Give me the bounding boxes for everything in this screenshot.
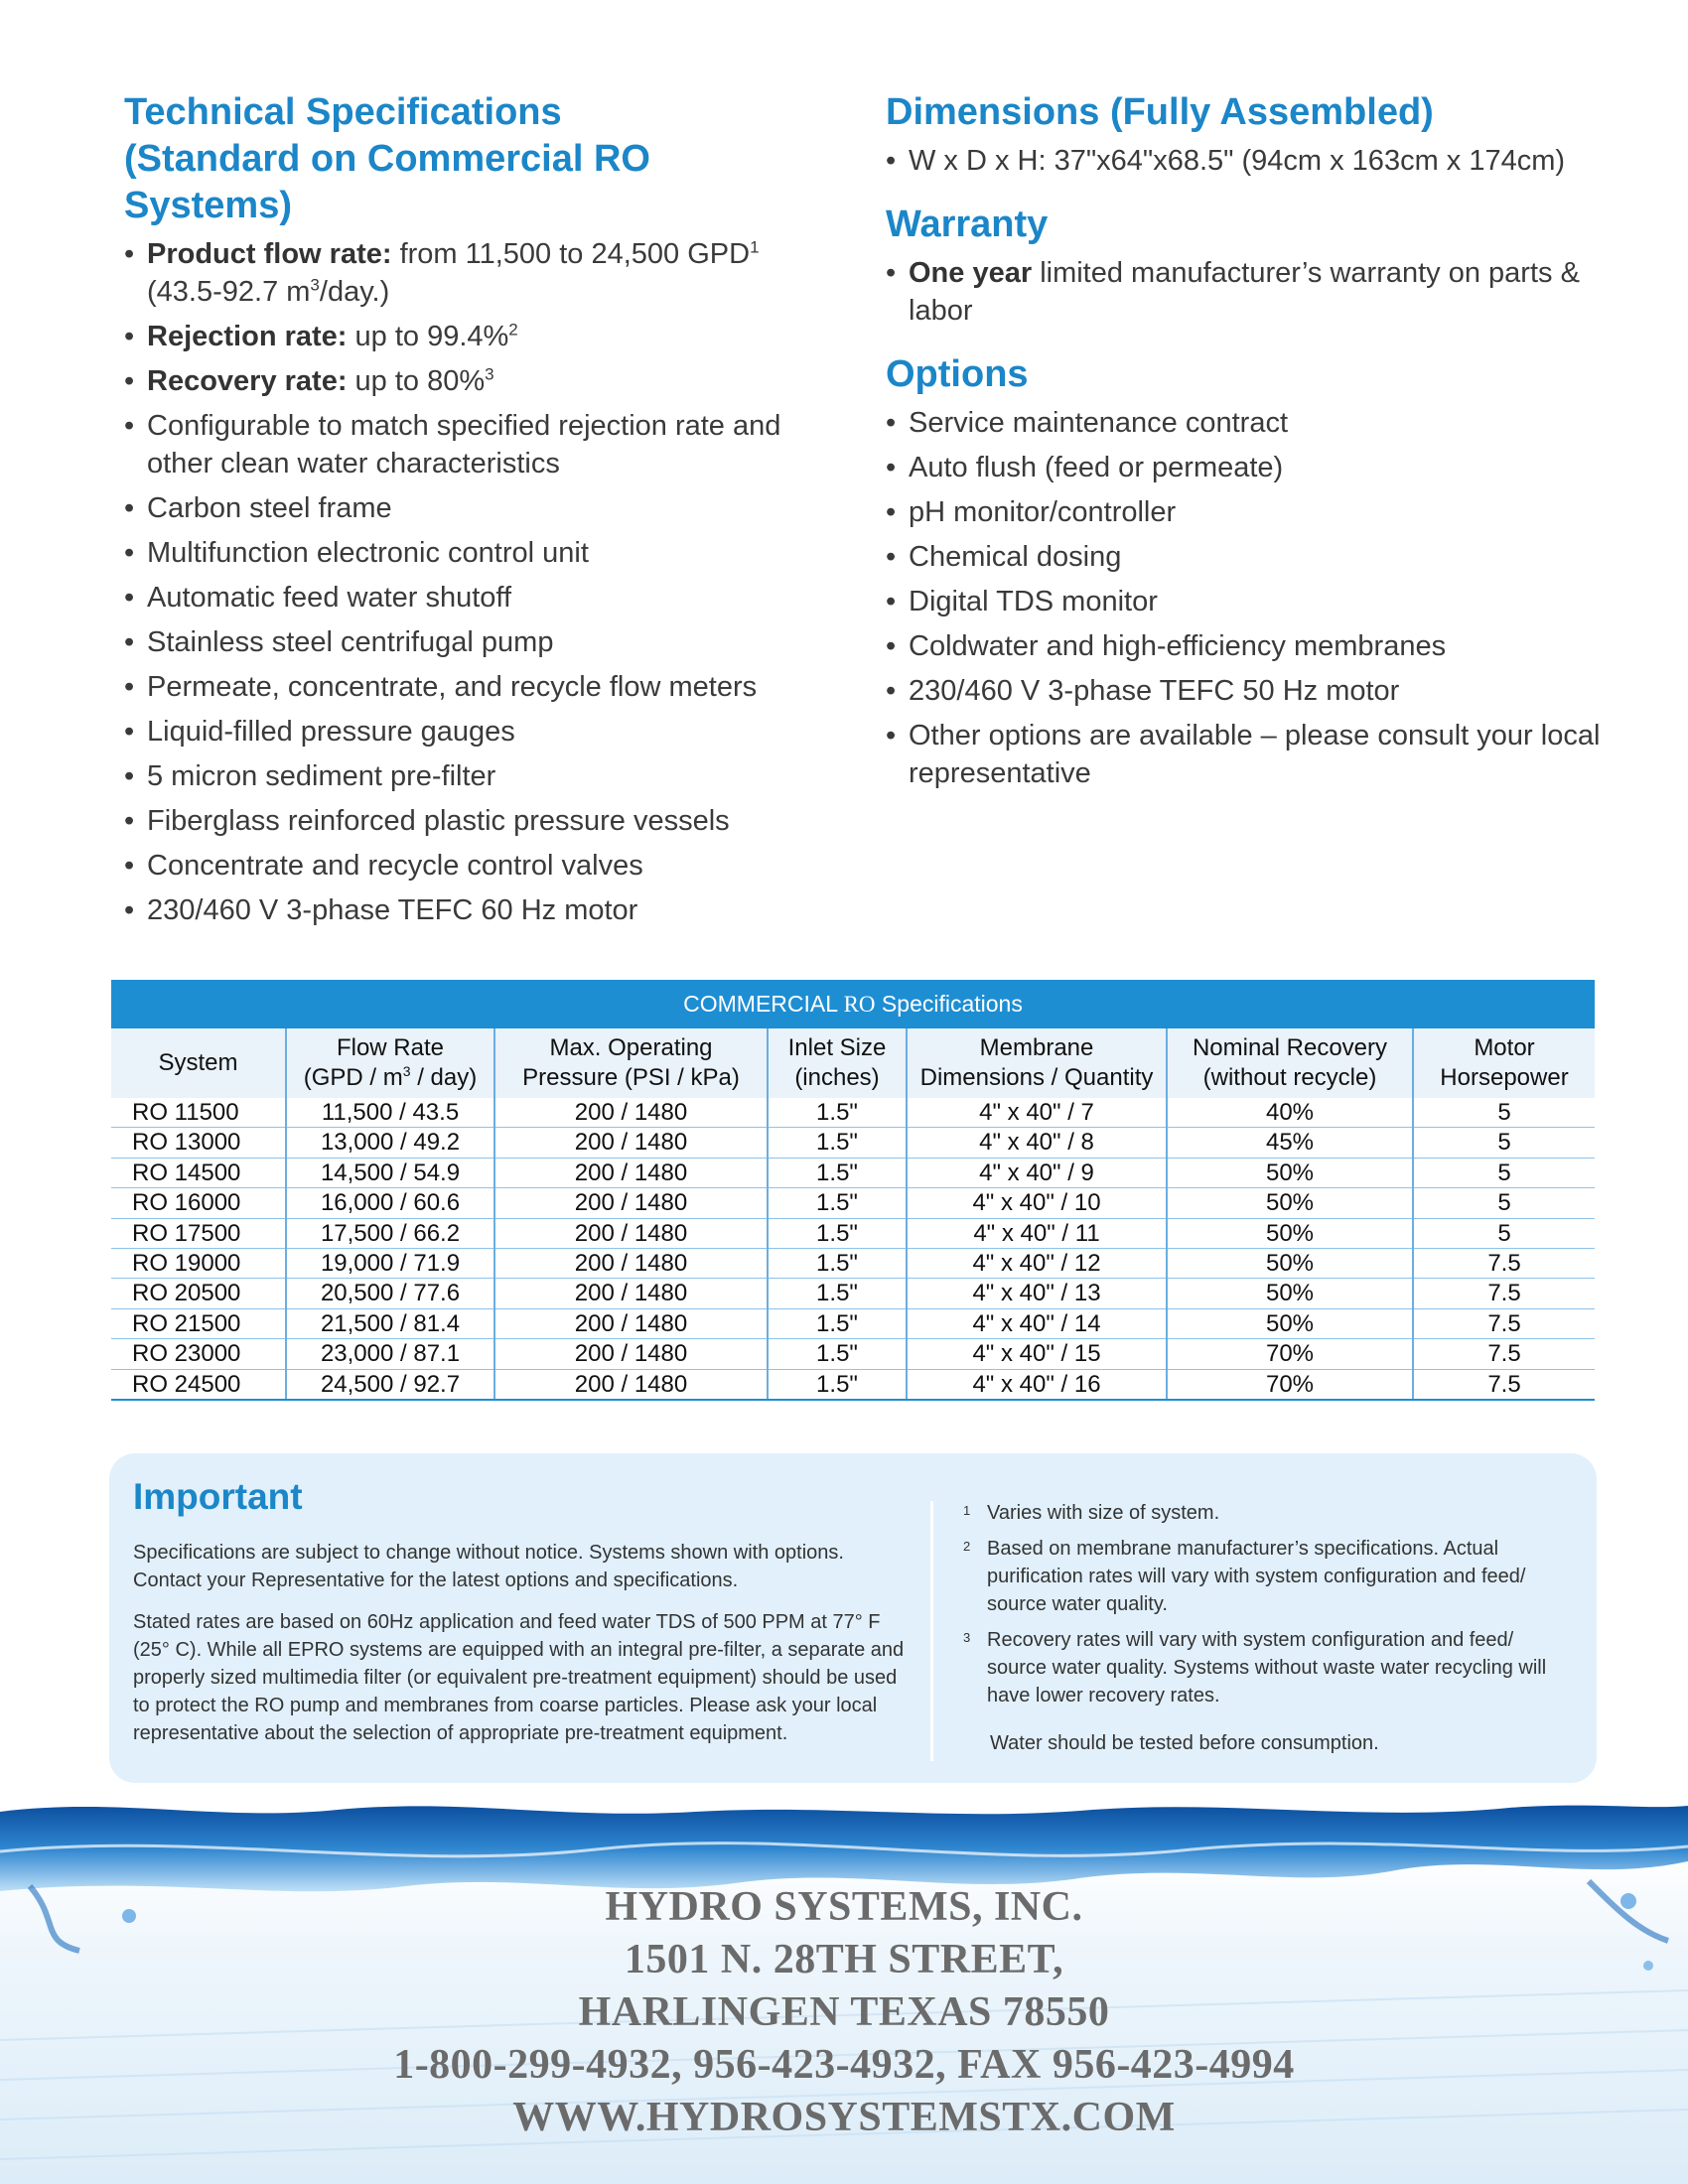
table-cell: 200 / 1480	[494, 1098, 768, 1128]
footnote-ref: 2	[508, 320, 518, 340]
spec-item: • Configurable to match specified rejection rate and other clean water characteristics	[124, 407, 849, 482]
spec-item: • Carbon steel frame	[124, 489, 849, 527]
table-row	[111, 1188, 1595, 1218]
table-cell: RO 14500	[111, 1158, 286, 1187]
header-membrane: Membrane Dimensions / Quantity	[907, 1028, 1167, 1098]
dimensions-section	[886, 89, 1601, 180]
table-cell: 17,500 / 66.2	[286, 1218, 494, 1248]
footnotes	[963, 1499, 1569, 1757]
spec-rejection-rate	[124, 318, 849, 355]
superscript: 3	[310, 275, 320, 295]
tech-specs-heading-line2: (Standard on Commercial RO	[124, 138, 650, 180]
table-row	[111, 1279, 1595, 1308]
table-cell: RO 11500	[111, 1098, 286, 1128]
footnote-number: 1	[963, 1503, 971, 1518]
header-inlet-size: Inlet Size (inches)	[768, 1028, 907, 1098]
table-header-row	[111, 1028, 1595, 1098]
table-cell: 7.5	[1413, 1369, 1595, 1400]
footnote-number: 2	[963, 1539, 971, 1554]
table-row	[111, 1308, 1595, 1338]
spec-item: • 230/460 V 3-phase TEFC 60 Hz motor	[124, 891, 849, 929]
warranty-text: limited manufacturer’s warranty on parts & labor	[909, 257, 1580, 327]
table-row	[111, 1369, 1595, 1400]
table-row	[111, 1218, 1595, 1248]
table-cell: 50%	[1167, 1308, 1413, 1338]
tech-specs-heading-line1: Technical Specifications	[124, 91, 562, 133]
table-cell: 1.5"	[768, 1128, 907, 1158]
option-item: • 230/460 V 3-phase TEFC 50 Hz motor	[886, 672, 1601, 710]
table-cell: 16,000 / 60.6	[286, 1188, 494, 1218]
table-cell: 1.5"	[768, 1218, 907, 1248]
table-cell: 4" x 40" / 16	[907, 1369, 1167, 1400]
important-para-2: Stated rates are based on 60Hz application and feed water TDS of 500 PPM at 77° F (25° C). While all EPRO systems are equipped with an integral pre-filter, a separate and properly sized multimedia filter (or equivalent pre-treatment equipment) should be used to protect the RO pump and membranes from coarse particles. Please ask your local representative about the selection of appropriate pre-treatment equipment.	[133, 1611, 905, 1744]
table-title-ro: RO	[843, 992, 876, 1017]
spec-item: • Fiberglass reinforced plastic pressure vessels	[124, 802, 849, 840]
important-left	[133, 1475, 917, 1761]
table-cell: 4" x 40" / 14	[907, 1308, 1167, 1338]
options-section	[886, 351, 1601, 792]
spec-item: • Stainless steel centrifugal pump	[124, 623, 849, 661]
table-cell: 7.5	[1413, 1279, 1595, 1308]
table-cell: 200 / 1480	[494, 1218, 768, 1248]
option-item: • Other options are available – please consult your local representative	[886, 717, 1601, 792]
options-heading: Options	[886, 353, 1029, 395]
table-cell: RO 13000	[111, 1128, 286, 1158]
recovery-rate-value: up to 80%	[347, 365, 486, 397]
spec-flow-rate	[124, 235, 849, 311]
footnote-text: Based on membrane manufacturer’s specifications. Actual purification rates will vary with system configuration and feed/ source water quality.	[987, 1538, 1526, 1615]
footnote-3	[963, 1626, 1569, 1709]
table-cell: 200 / 1480	[494, 1339, 768, 1369]
table-cell: 7.5	[1413, 1339, 1595, 1369]
spec-item: • Multifunction electronic control unit	[124, 534, 849, 572]
table-cell: RO 23000	[111, 1339, 286, 1369]
table-cell: 200 / 1480	[494, 1158, 768, 1187]
table-cell: 20,500 / 77.6	[286, 1279, 494, 1308]
table-cell: 5	[1413, 1218, 1595, 1248]
warranty-term: One year	[909, 257, 1033, 289]
flow-rate-label: Product flow rate:	[147, 238, 392, 270]
table-cell: 1.5"	[768, 1308, 907, 1338]
table-cell: 45%	[1167, 1128, 1413, 1158]
table-cell: 200 / 1480	[494, 1279, 768, 1308]
table-title-part: Specifications	[875, 991, 1023, 1017]
table-cell: 200 / 1480	[494, 1249, 768, 1279]
table-cell: 200 / 1480	[494, 1128, 768, 1158]
header-recovery: Nominal Recovery (without recycle)	[1167, 1028, 1413, 1098]
table-cell: 4" x 40" / 10	[907, 1188, 1167, 1218]
table-cell: 1.5"	[768, 1339, 907, 1369]
option-item: • Service maintenance contract	[886, 404, 1601, 442]
tech-specs-list	[124, 235, 849, 929]
warranty-heading: Warranty	[886, 204, 1049, 245]
table-cell: 5	[1413, 1188, 1595, 1218]
spec-item: • Liquid-filled pressure gauges	[124, 713, 849, 751]
table-cell: 19,000 / 71.9	[286, 1249, 494, 1279]
table-cell: RO 19000	[111, 1249, 286, 1279]
table-cell: 1.5"	[768, 1158, 907, 1187]
table-cell: 1.5"	[768, 1369, 907, 1400]
table-cell: 14,500 / 54.9	[286, 1158, 494, 1187]
table-cell: 5	[1413, 1158, 1595, 1187]
company-city: HARLINGEN TEXAS 78550	[578, 1989, 1110, 2035]
table-cell: 7.5	[1413, 1308, 1595, 1338]
table-cell: 1.5"	[768, 1249, 907, 1279]
table-cell: 200 / 1480	[494, 1188, 768, 1218]
table-cell: 50%	[1167, 1218, 1413, 1248]
option-item: • Digital TDS monitor	[886, 583, 1601, 620]
spec-item: • Automatic feed water shutoff	[124, 579, 849, 616]
table-row	[111, 1098, 1595, 1128]
table-cell: RO 16000	[111, 1188, 286, 1218]
spec-recovery-rate	[124, 362, 849, 400]
table-cell: 50%	[1167, 1279, 1413, 1308]
table-cell: 200 / 1480	[494, 1369, 768, 1400]
table-cell: 4" x 40" / 7	[907, 1098, 1167, 1128]
table-cell: RO 17500	[111, 1218, 286, 1248]
option-item: • Auto flush (feed or permeate)	[886, 449, 1601, 486]
flow-rate-metric: (43.5-92.7 m	[147, 276, 311, 308]
company-name: HYDRO SYSTEMS, INC.	[605, 1884, 1083, 1930]
tech-specs-heading-line3: Systems)	[124, 185, 292, 226]
spec-item: • Permeate, concentrate, and recycle flow meters	[124, 668, 849, 706]
spec-item: • Concentrate and recycle control valves	[124, 847, 849, 885]
table-cell: 4" x 40" / 13	[907, 1279, 1167, 1308]
table-cell: 1.5"	[768, 1279, 907, 1308]
company-footer	[0, 1881, 1688, 2144]
table-cell: 50%	[1167, 1188, 1413, 1218]
table-title-part: COMMERCIAL	[683, 991, 844, 1017]
important-heading: Important	[133, 1476, 303, 1517]
footnote-2	[963, 1535, 1569, 1618]
footnote-text: Varies with size of system.	[987, 1502, 1220, 1524]
table-cell: 4" x 40" / 15	[907, 1339, 1167, 1369]
table-cell: 24,500 / 92.7	[286, 1369, 494, 1400]
table-cell: 40%	[1167, 1098, 1413, 1128]
table-cell: 1.5"	[768, 1188, 907, 1218]
flow-rate-value: from 11,500 to 24,500 GPD	[391, 238, 751, 270]
table-cell: 4" x 40" / 12	[907, 1249, 1167, 1279]
table-cell: RO 20500	[111, 1279, 286, 1308]
options-list	[886, 404, 1601, 792]
flow-rate-metric-unit: /day.)	[319, 276, 390, 308]
table-cell: RO 24500	[111, 1369, 286, 1400]
warranty-item	[886, 254, 1601, 330]
table-row	[111, 1249, 1595, 1279]
commercial-ro-spec-table	[111, 980, 1595, 1401]
table-cell: 50%	[1167, 1158, 1413, 1187]
footnote-number: 3	[963, 1630, 971, 1645]
header-pressure: Max. Operating Pressure (PSI / kPa)	[494, 1028, 768, 1098]
table-cell: 1.5"	[768, 1098, 907, 1128]
option-item: • pH monitor/controller	[886, 493, 1601, 531]
right-column	[886, 89, 1601, 814]
option-item: • Coldwater and high-efficiency membranes	[886, 627, 1601, 665]
divider	[930, 1501, 933, 1761]
table-body	[111, 1098, 1595, 1400]
table-row	[111, 1128, 1595, 1158]
spec-item: • 5 micron sediment pre-filter	[124, 757, 849, 795]
rejection-rate-label: Rejection rate:	[147, 321, 348, 352]
table-cell: 4" x 40" / 9	[907, 1158, 1167, 1187]
company-street: 1501 N. 28TH STREET,	[624, 1937, 1064, 1982]
rejection-rate-value: up to 99.4%	[347, 321, 509, 352]
footnote-ref: 1	[750, 237, 760, 257]
company-website[interactable]: WWW.HYDROSYSTEMSTX.COM	[512, 2095, 1176, 2140]
header-system: System	[111, 1028, 286, 1098]
table-cell: 70%	[1167, 1369, 1413, 1400]
dimensions-value: • W x D x H: 37"x64"x68.5" (94cm x 163cm x 174cm)	[886, 142, 1601, 180]
table-row	[111, 1158, 1595, 1187]
footnote-1	[963, 1499, 1569, 1527]
header-flow-rate: Flow Rate $(GPD / m^3 / day)$	[286, 1028, 494, 1098]
table-cell: 50%	[1167, 1249, 1413, 1279]
header-motor: Motor Horsepower	[1413, 1028, 1595, 1098]
warranty-section	[886, 202, 1601, 330]
table-cell: 21,500 / 81.4	[286, 1308, 494, 1338]
table-cell: 7.5	[1413, 1249, 1595, 1279]
company-phones: 1-800-299-4932, 956-423-4932, FAX 956-423-4994	[393, 2042, 1295, 2088]
table-cell: 13,000 / 49.2	[286, 1128, 494, 1158]
table-cell: RO 21500	[111, 1308, 286, 1338]
tech-specs-heading	[124, 89, 849, 229]
option-item: • Chemical dosing	[886, 538, 1601, 576]
important-box	[109, 1453, 1597, 1783]
table-cell: 5	[1413, 1128, 1595, 1158]
table-cell: 70%	[1167, 1339, 1413, 1369]
technical-specifications-section	[124, 89, 849, 936]
table-cell: 5	[1413, 1098, 1595, 1128]
table-row	[111, 1339, 1595, 1369]
table-cell: 11,500 / 43.5	[286, 1098, 494, 1128]
table-title	[111, 980, 1595, 1028]
table-cell: 200 / 1480	[494, 1308, 768, 1338]
table-cell: 4" x 40" / 11	[907, 1218, 1167, 1248]
dimensions-heading: Dimensions (Fully Assembled)	[886, 91, 1434, 133]
footnote-text: Recovery rates will vary with system configuration and feed/ source water quality. Systems without waste water recycling will have lower recovery rates.	[987, 1629, 1547, 1706]
water-note: Water should be tested before consumption.	[990, 1732, 1379, 1754]
important-para-1: Specifications are subject to change without notice. Systems shown with options. Contact your Representative for the latest options and specifications.	[133, 1542, 844, 1591]
footnote-ref: 3	[485, 364, 494, 384]
table-cell: 23,000 / 87.1	[286, 1339, 494, 1369]
table-cell: 4" x 40" / 8	[907, 1128, 1167, 1158]
recovery-rate-label: Recovery rate:	[147, 365, 348, 397]
